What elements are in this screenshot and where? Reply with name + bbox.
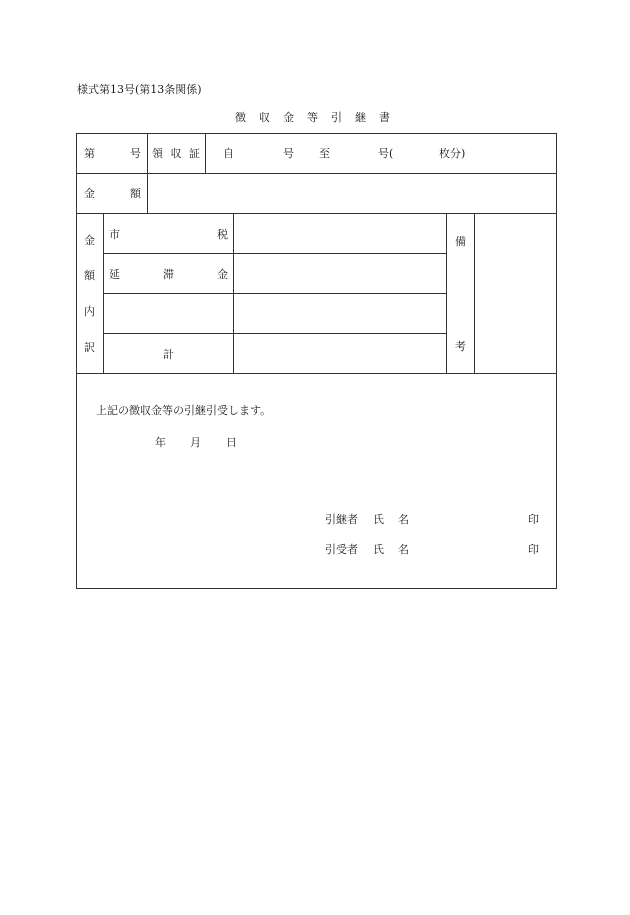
table-border	[76, 588, 557, 589]
range-from-number-label: 号	[283, 147, 294, 160]
title-char: 継	[355, 111, 366, 124]
receipt-label	[152, 148, 200, 159]
table-divider	[76, 213, 557, 214]
breakdown-side-char: 訳	[84, 341, 95, 354]
table-border	[556, 133, 557, 589]
number-label-go: 号	[130, 147, 141, 160]
breakdown-side-char: 額	[84, 269, 95, 282]
receipt-char: 証	[189, 147, 200, 160]
title-char: 等	[307, 111, 318, 124]
title-char: 徴	[235, 111, 246, 124]
table-divider	[103, 253, 446, 254]
handover-name-label-shi: 氏	[373, 513, 384, 526]
receipt-char: 領	[152, 147, 163, 160]
table-divider	[103, 333, 446, 334]
handover-seal-label: 印	[528, 513, 539, 526]
table-divider	[103, 213, 104, 374]
title-char: 引	[331, 111, 342, 124]
remarks-char: 考	[455, 340, 466, 353]
table-divider	[103, 293, 446, 294]
receiver-name-label-mei: 名	[398, 543, 409, 556]
form-label: 様式第13号(第13条関係)	[77, 83, 202, 96]
statement-text: 上記の徴収金等の引継引受します。	[96, 404, 272, 417]
late-fee-label	[109, 269, 228, 280]
city-tax-char: 税	[217, 228, 228, 241]
table-border	[76, 133, 557, 134]
table-divider	[233, 213, 234, 374]
late-fee-char: 滞	[163, 268, 174, 281]
receiver-role-label: 引受者	[325, 543, 358, 556]
table-divider	[76, 173, 557, 174]
table-border	[76, 133, 77, 589]
table-divider	[446, 213, 447, 374]
city-tax-label	[109, 229, 228, 240]
document-title	[235, 112, 390, 123]
date-year-label: 年	[155, 436, 166, 449]
range-from-label: 自	[223, 147, 234, 160]
late-fee-char: 金	[217, 268, 228, 281]
table-divider	[76, 373, 557, 374]
range-to-number-label: 号(	[378, 147, 394, 160]
handover-role-label: 引継者	[325, 513, 358, 526]
receiver-name-label-shi: 氏	[373, 543, 384, 556]
date-month-label: 月	[190, 436, 201, 449]
receiver-seal-label: 印	[528, 543, 539, 556]
amount-label-kin: 金	[84, 187, 95, 200]
late-fee-char: 延	[109, 268, 120, 281]
receipt-char: 収	[170, 147, 182, 160]
amount-label-gaku: 額	[130, 187, 141, 200]
remarks-char: 備	[455, 235, 466, 248]
range-to-label: 至	[319, 147, 330, 160]
sheet-count-label: 枚分)	[439, 147, 466, 160]
handover-name-label-mei: 名	[398, 513, 409, 526]
city-tax-char: 市	[109, 228, 120, 241]
breakdown-side-char: 金	[84, 234, 95, 247]
title-char: 金	[283, 111, 294, 124]
title-char: 収	[259, 111, 270, 124]
table-divider	[205, 133, 206, 174]
table-divider	[147, 133, 148, 214]
date-day-label: 日	[226, 436, 237, 449]
total-label: 計	[163, 348, 174, 361]
title-char: 書	[379, 111, 390, 124]
table-divider	[474, 213, 475, 374]
breakdown-side-char: 内	[84, 305, 95, 318]
number-label-dai: 第	[84, 147, 95, 160]
